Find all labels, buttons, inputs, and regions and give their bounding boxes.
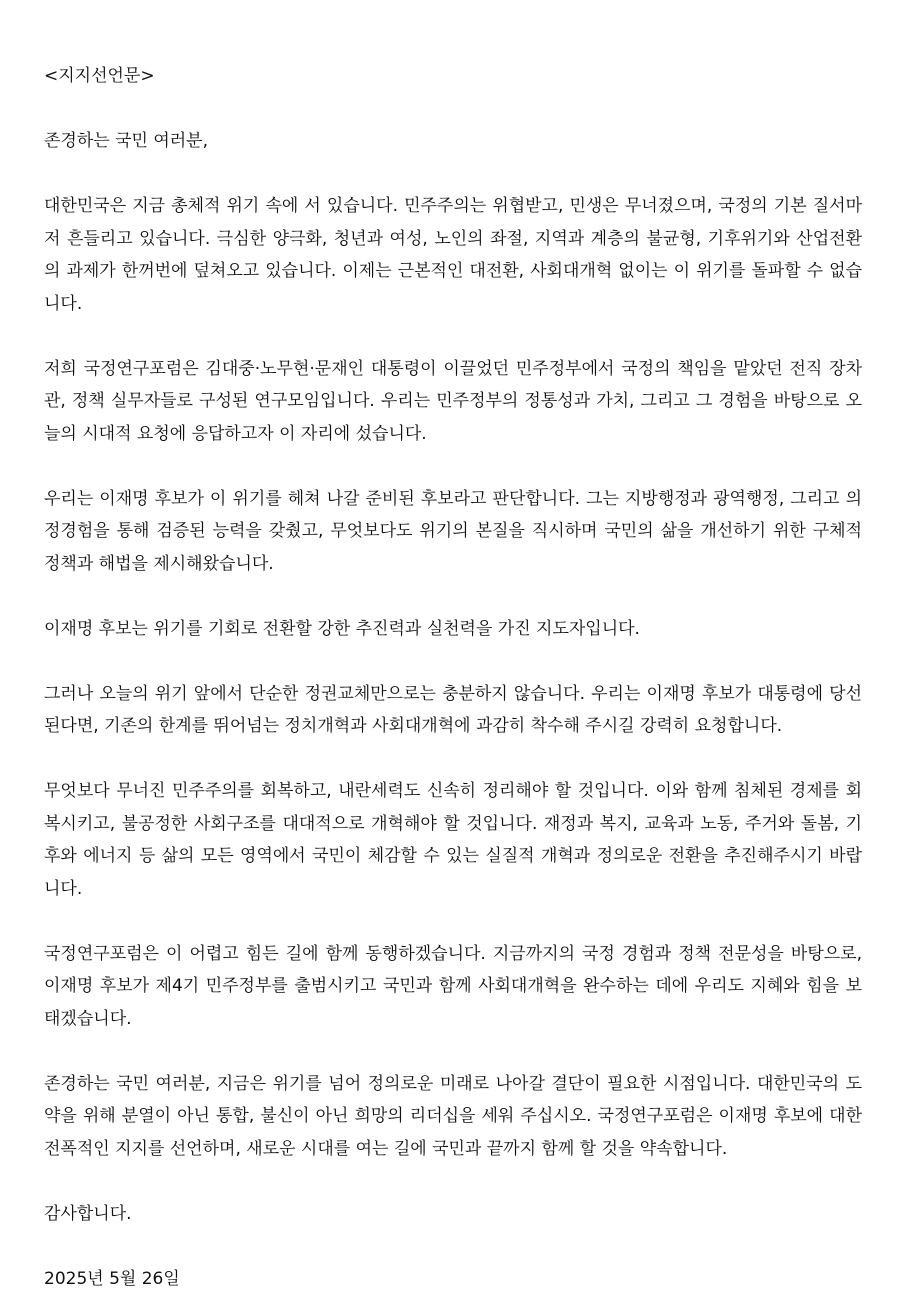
closing-thanks: 감사합니다. — [44, 1198, 862, 1231]
salutation: 존경하는 국민 여러분, — [44, 125, 862, 158]
paragraph-endorsement: 존경하는 국민 여러분, 지금은 위기를 넘어 정의로운 미래로 나아갈 결단이 필요한 시점입니다. 대한민국의 도약을 위해 분열이 아닌 통합, 불신이 아닌 희망의 리더십을 세워 주십시오. 국정연구포럼은 이재명 후보에 대한 전폭적인 지지를 선언하며, 새로운 시대를 여는 길에 국민과 끝까지 함께 할 것을 약속합니다. — [44, 1068, 862, 1166]
declaration-body — [44, 60, 862, 1295]
paragraph-reform-priorities: 무엇보다 무너진 민주주의를 회복하고, 내란세력도 신속히 정리해야 할 것입니다. 이와 함께 침체된 경제를 회복시키고, 불공정한 사회구조를 대대적으로 개혁해야 할 것입니다. 재정과 복지, 교육과 노동, 주거와 돌봄, 기후와 에너지 등 삶의 모든 영역에서 국민이 체감할 수 있는 실질적 개혁과 정의로운 전환을 추진해주시기 바랍니다. — [44, 775, 862, 905]
paragraph-reform-request: 그러나 오늘의 위기 앞에서 단순한 정권교체만으로는 충분하지 않습니다. 우리는 이재명 후보가 대통령에 당선된다면, 기존의 한계를 뛰어넘는 정치개혁과 사회대개혁에 과감히 착수해 주시길 강력히 요청합니다. — [44, 678, 862, 743]
paragraph-forum-intro: 저희 국정연구포럼은 김대중·노무현·문재인 대통령이 이끌었던 민주정부에서 국정의 책임을 맡았던 전직 장차관, 정책 실무자들로 구성된 연구모임입니다. 우리는 민주정부의 정통성과 가치, 그리고 그 경험을 바탕으로 오늘의 시대적 요청에 응답하고자 이 자리에 섰습니다. — [44, 353, 862, 451]
document-date: 2025년 5월 26일 — [44, 1263, 862, 1295]
paragraph-candidate-leadership: 이재명 후보는 위기를 기회로 전환할 강한 추진력과 실천력을 가진 지도자입니다. — [44, 613, 862, 646]
paragraph-forum-commitment: 국정연구포럼은 이 어렵고 힘든 길에 함께 동행하겠습니다. 지금까지의 국정 경험과 정책 전문성을 바탕으로, 이재명 후보가 제4기 민주정부를 출범시키고 국민과 함께 사회대개혁을 완수하는 데에 우리도 지혜와 힘을 보태겠습니다. — [44, 938, 862, 1036]
paragraph-crisis: 대한민국은 지금 총체적 위기 속에 서 있습니다. 민주주의는 위협받고, 민생은 무너졌으며, 국정의 기본 질서마저 흔들리고 있습니다. 극심한 양극화, 청년과 여성, 노인의 좌절, 지역과 계층의 불균형, 기후위기와 산업전환의 과제가 한꺼번에 덮쳐오고 있습니다. 이제는 근본적인 대전환, 사회대개혁 없이는 이 위기를 돌파할 수 없습니다. — [44, 190, 862, 320]
paragraph-candidate-assessment: 우리는 이재명 후보가 이 위기를 헤쳐 나갈 준비된 후보라고 판단합니다. 그는 지방행정과 광역행정, 그리고 의정경험을 통해 검증된 능력을 갖췄고, 무엇보다도 위기의 본질을 직시하며 국민의 삶을 개선하기 위한 구체적 정책과 해법을 제시해왔습니다. — [44, 483, 862, 581]
document-title: <지지선언문> — [44, 60, 862, 93]
